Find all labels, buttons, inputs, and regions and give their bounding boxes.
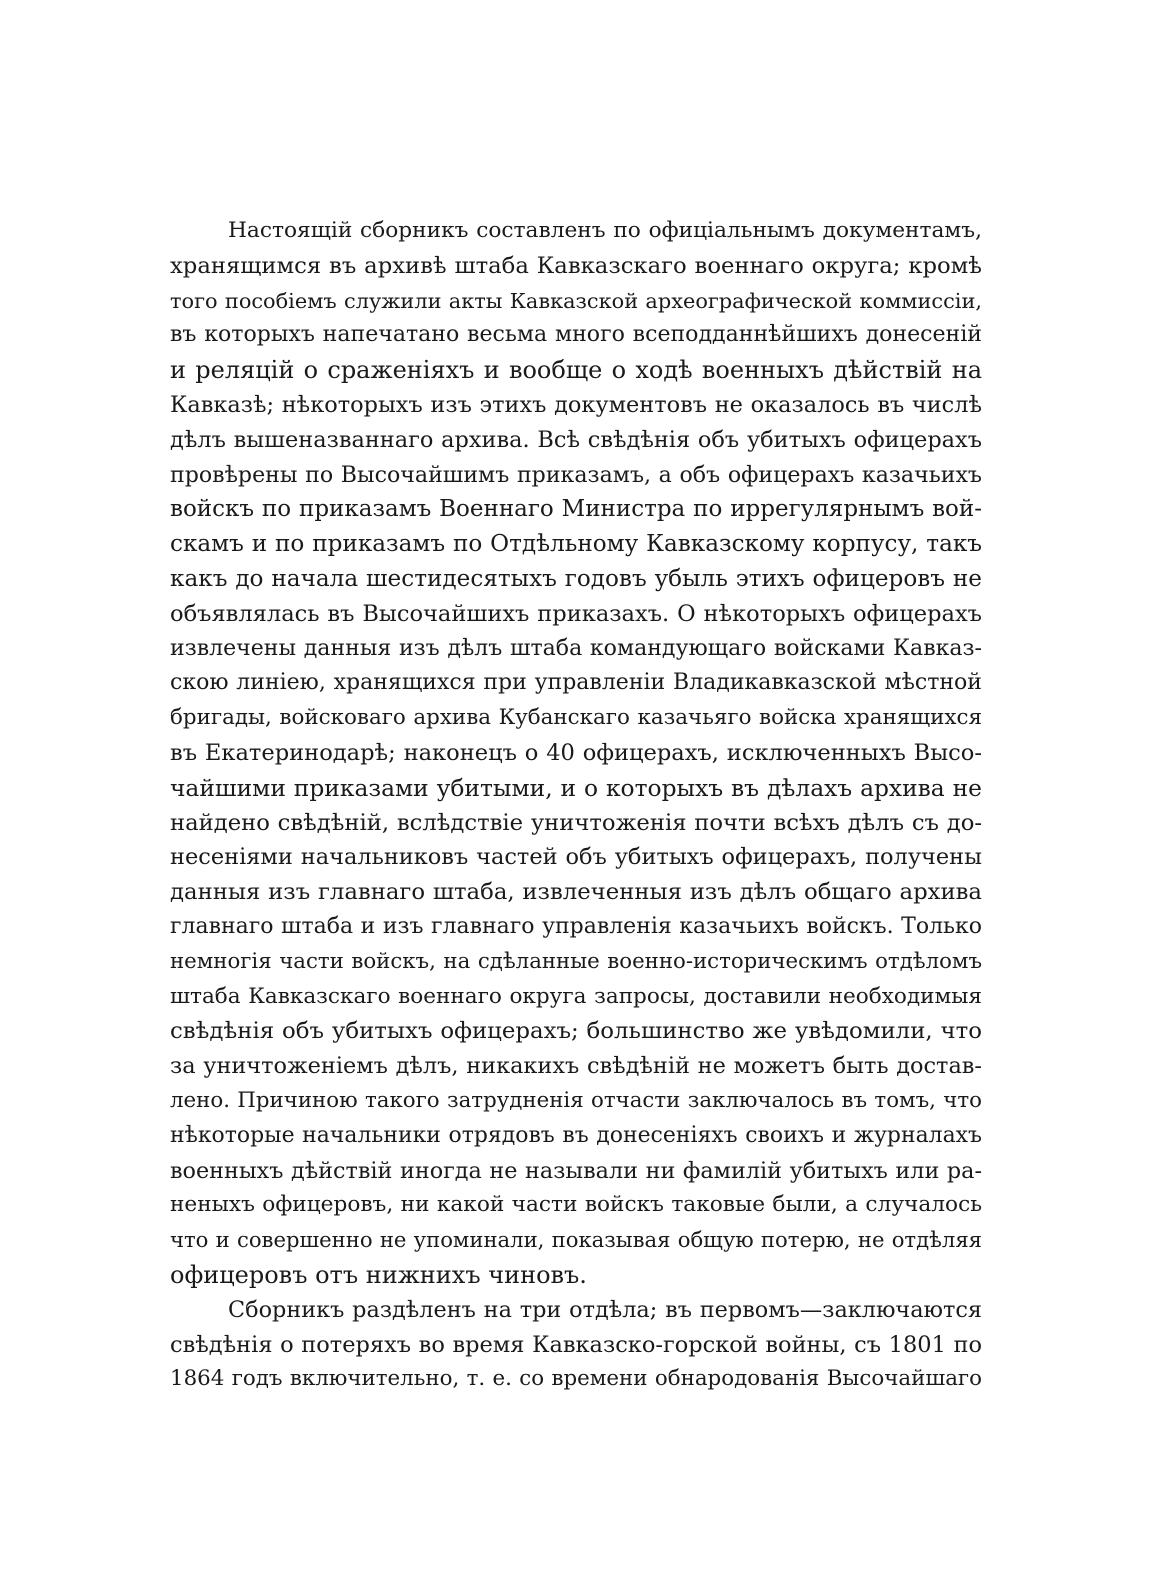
text-line: хранящимся въ архивѣ штаба Кавказскаго военнаго округа; кромѣ (170, 252, 982, 279)
text-line: скамъ и по приказамъ по Отдѣльному Кавказскому корпусу, такъ (170, 531, 982, 558)
text-line: Кавказѣ; нѣкоторыхъ изъ этихъ документовъ не оказалось въ числѣ (170, 391, 982, 418)
text-line: и реляцій о сраженіяхъ и вообще о ходѣ военныхъ дѣйствій на (170, 356, 982, 385)
text-line: въ Екатеринодарѣ; наконецъ о 40 офицерахъ, исключенныхъ Высо- (170, 739, 982, 766)
text-line: неныхъ офицеровъ, ни какой части войскъ таковые были, а случалось (170, 1192, 982, 1218)
text-line: въ которыхъ напечатано весьма много всеподданнѣйшихъ донесеній (170, 322, 982, 348)
text-line: штаба Кавказскаго военнаго округа запросы, доставили необходимыя (170, 983, 982, 1009)
text-line: Настоящій сборникъ составленъ по офиціальнымъ документамъ, (228, 218, 982, 243)
text-line: провѣрены по Высочайшимъ приказамъ, а объ офицерахъ казачьихъ (170, 461, 982, 488)
text-line: немногія части войскъ, на сдѣланные военно-историческимъ отдѣломъ (170, 948, 982, 974)
text-line: бригады, войсковаго архива Кубанскаго казачьяго войска хранящихся (170, 705, 982, 731)
text-line: нѣкоторые начальники отрядовъ въ донесеніяхъ своихъ и журналахъ (170, 1122, 982, 1148)
paragraph (170, 214, 982, 1293)
text-line: какъ до начала шестидесятыхъ годовъ убыль этихъ офицеровъ не (170, 565, 982, 592)
text-line: за уничтоженіемъ дѣлъ, никакихъ свѣдѣній не можетъ быть достав- (170, 1053, 982, 1080)
text-line: войскъ по приказамъ Военнаго Министра по иррегулярнымъ вой- (170, 496, 982, 523)
text-line: главнаго штаба и изъ главнаго управленія казачьихъ войскъ. Только (170, 913, 982, 939)
text-line: военныхъ дѣйствій иногда не называли ни фамилій убитыхъ или ра- (170, 1157, 982, 1184)
text-line: найдено свѣдѣній, вслѣдствіе уничтоженія почти всѣхъ дѣлъ съ до- (170, 809, 982, 836)
text-line: дѣлъ вышеназваннаго архива. Всѣ свѣдѣнія объ убитыхъ офицерахъ (170, 426, 982, 453)
text-line: данныя изъ главнаго штаба, извлеченныя изъ дѣлъ общаго архива (170, 879, 982, 906)
text-line: скою линіею, хранящихся при управленіи Владикавказской мѣстной (170, 670, 982, 696)
text-line: 1864 годъ включительно, т. е. со времени обнародованія Высочайшаго (170, 1366, 982, 1392)
text-line: извлечены данныя изъ дѣлъ штаба командующаго войсками Кавказ- (170, 635, 982, 661)
text-line: офицеровъ отъ нижнихъ чиновъ. (170, 1260, 587, 1289)
text-line: свѣдѣнія объ убитыхъ офицерахъ; большинство же увѣдомили, что (170, 1018, 982, 1045)
text-line: чайшими приказами убитыми, и о которыхъ въ дѣлахъ архива не (170, 773, 982, 802)
text-line: что и совершенно не упоминали, показывая общую потерю, не отдѣляя (170, 1227, 982, 1253)
text-line: несеніями начальниковъ частей объ убитыхъ офицерахъ, получены (170, 844, 982, 871)
text-line: Сборникъ раздѣленъ на три отдѣла; въ первомъ—заключаются (228, 1296, 982, 1323)
text-line: свѣдѣнія о потеряхъ во время Кавказско-горской войны, съ 1801 по (170, 1331, 982, 1358)
paragraph (170, 1293, 982, 1397)
text-line: того пособіемъ служили акты Кавказской археографической коммиссіи, (170, 288, 982, 313)
body-text (170, 214, 982, 1397)
text-line: объявлялась въ Высочайшихъ приказахъ. О нѣкоторыхъ офицерахъ (170, 600, 982, 627)
text-line: лено. Причиною такого затрудненія отчасти заключалось въ томъ, что (170, 1087, 982, 1113)
